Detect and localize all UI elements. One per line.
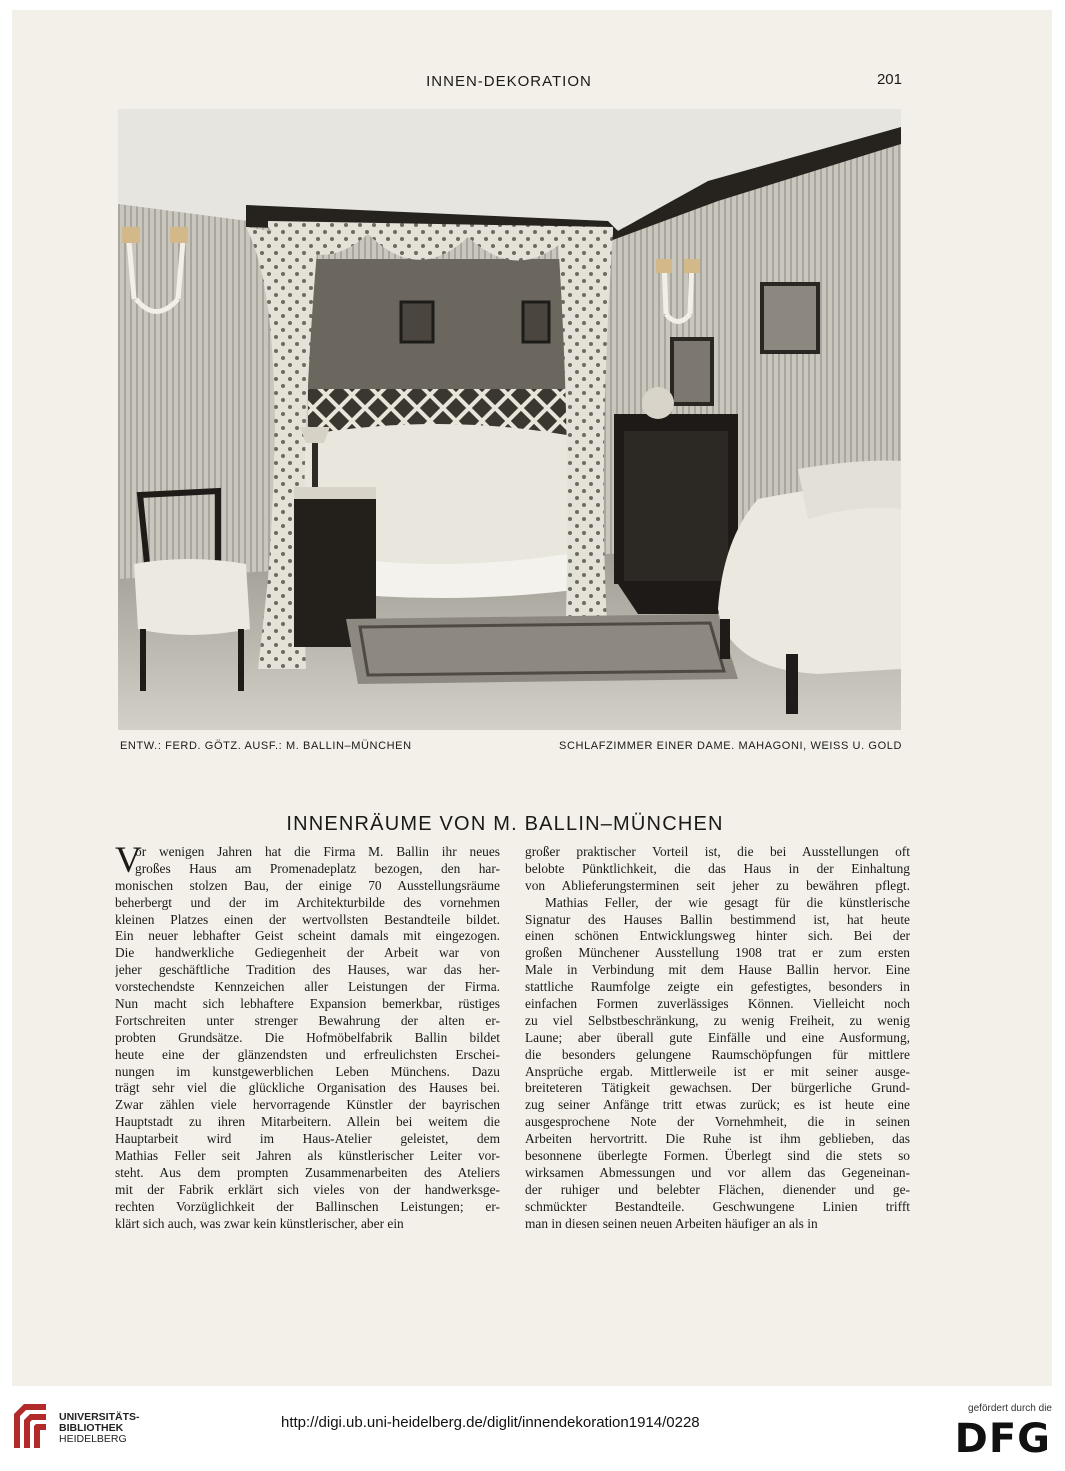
library-name-line-1: UNIVERSITÄTS- (59, 1411, 140, 1423)
text-line: Ansprüche ergab. Mittlerweile ist er mit seiner ausge- (525, 1063, 910, 1079)
library-name-line-3: HEIDELBERG (59, 1433, 127, 1445)
text-line: Arbeiten hervortritt. Die Ruhe ist ihm geblieben, das (525, 1131, 910, 1147)
text-line: Hauptstadt zu ihren Mitarbeitern. Allein bei weitem die (115, 1114, 500, 1130)
text-line: schmückter Bestandteile. Geschwungene Linien trifft (525, 1198, 910, 1214)
dfg-logo: DFG (954, 1416, 1051, 1462)
text-line: kleinen Platzes einen der wertvollsten Bestandteile bildet. (115, 911, 500, 927)
text-line: Hauptarbeit wird im Haus-Atelier geleistet, dem (115, 1131, 500, 1147)
text-line: großen Münchener Ausstellung 1908 trat er zum ersten (525, 945, 910, 961)
text-line: Signatur des Hauses Ballin bestimmend ist, hat heute (525, 911, 910, 927)
running-head: INNEN-DEKORATION (426, 73, 592, 90)
text-line: einen schönen Entwicklungsweg hinter sich. Bei der (525, 928, 910, 944)
funding-note: gefördert durch die (968, 1403, 1052, 1414)
text-line: Mathias Feller, der wie gesagt für die künstlerische (545, 894, 910, 910)
text-line: Zwar zählen viele hervorragende Künstler der bayrischen (115, 1097, 500, 1113)
text-line: Mathias Feller seit Jahren als künstlerischer Leiter vor- (115, 1148, 500, 1164)
text-line: breiteteren Tätigkeit gewachsen. Der bürgerliche Grund- (525, 1080, 910, 1096)
text-line: jeher geschäftliche Tradition des Hauses, war das her- (115, 962, 500, 978)
text-line: zug seiner Anfänge tritt etwas zurück; es ist heute eine (525, 1097, 910, 1113)
drop-cap-initial: V (115, 840, 142, 881)
text-line: nungen im kunstgewerblichen Leben Münchens. Dazu (115, 1063, 500, 1079)
text-line: wirksamen Abmessungen und vor allem das Gegeneinan- (525, 1164, 910, 1180)
bedroom-photograph-image (118, 109, 901, 730)
text-line: vorstechendste Kennzeichen aller Leistungen der Firma. (115, 979, 500, 995)
text-line: Laune; aber überall gute Einfälle und eine Ausformung, (525, 1029, 910, 1045)
text-line: Fortschreiten unter strenger Bewahrung der alten er- (115, 1012, 500, 1028)
text-line: or wenigen Jahren hat die Firma M. Ballin ihr neues (135, 844, 500, 859)
text-line: man in diesen seinen neuen Arbeiten häufiger an als in (525, 1215, 818, 1231)
text-line: besonnene überlegte Formen. Überlegt sind die stets so (525, 1148, 910, 1164)
text-line: Male in Verbindung mit dem Hause Ballin hervor. Eine (525, 962, 910, 978)
text-line: klärt sich auch, was zwar kein künstlerischer, aber ein (115, 1215, 404, 1231)
text-line: belobte Pünktlichkeit, die das Haus in der Einhaltung (525, 860, 910, 876)
text-line: beherbergt und der im Architekturbilde des vornehmen (115, 894, 500, 910)
text-line: einfachen Formen zuverlässiges Können. Vielleicht noch (525, 996, 910, 1012)
text-line: probten Grundsätze. Die Hofmöbelfabrik Ballin bildet (115, 1029, 500, 1045)
article-title: INNENRÄUME VON M. BALLIN–MÜNCHEN (286, 813, 724, 836)
text-line: stattliche Raumfolge zeigte ein gefestigtes, besonders in (525, 979, 910, 995)
text-line: steht. Aus dem prompten Zusammenarbeiten des Ateliers (115, 1164, 500, 1180)
university-library-logo-icon (10, 1400, 50, 1452)
text-line: die besonders gelungene Raumschöpfungen für mittlere (525, 1046, 910, 1062)
text-line: der ruhiger und belebter Flächen, dienender und ge- (525, 1181, 910, 1197)
page-number: 201 (876, 71, 902, 88)
text-line: ausgesprochene Note der Vornehmheit, die in seinen (525, 1114, 910, 1130)
figure-caption-credits: ENTW.: FERD. GÖTZ. AUSF.: M. BALLIN–MÜNCHEN (120, 740, 412, 752)
text-line: Nun macht sich lebhaftere Expansion bemerkbar, rüstiges (115, 996, 500, 1012)
text-line: großes Haus am Promenadeplatz bezogen, den har- (135, 860, 500, 876)
permalink-url[interactable]: http://digi.ub.uni-heidelberg.de/diglit/innendekoration1914/0228 (281, 1414, 700, 1431)
university-library-name (59, 1412, 140, 1445)
text-line: monischen stolzen Bau, der einige 70 Ausstellungsräume (115, 877, 500, 893)
text-line: rechten Vorzüglichkeit der Ballinschen Leistungen; er- (115, 1198, 500, 1214)
text-line: mit der Fabrik erklärt sich vieles von der handwerksge- (115, 1181, 500, 1197)
text-line: trägt sehr viel die glückliche Organisation des Hauses bei. (115, 1080, 500, 1096)
text-line: Ein neuer lebhafter Geist scheint damals mit eingezogen. (115, 928, 500, 944)
figure-caption-title: SCHLAFZIMMER EINER DAME. MAHAGONI, WEISS U. GOLD (559, 740, 902, 752)
text-line: heute eine der glänzendsten und erfreulichsten Erschei- (115, 1046, 500, 1062)
text-line: von Ablieferungsterminen seit jeher zu bewähren pflegt. (525, 877, 910, 893)
article-column-right (525, 844, 910, 1232)
text-line: zu viel Selbstbeschränkung, zu wenig Freiheit, zu wenig (525, 1012, 910, 1028)
bedroom-photograph (118, 109, 901, 730)
library-name-line-2: BIBLIOTHEK (59, 1422, 124, 1434)
text-line: großer praktischer Vorteil ist, die bei Ausstellungen oft (525, 844, 910, 859)
article-column-left (115, 840, 500, 1232)
text-line: Die handwerkliche Gediegenheit der Arbeit war von (115, 945, 500, 961)
